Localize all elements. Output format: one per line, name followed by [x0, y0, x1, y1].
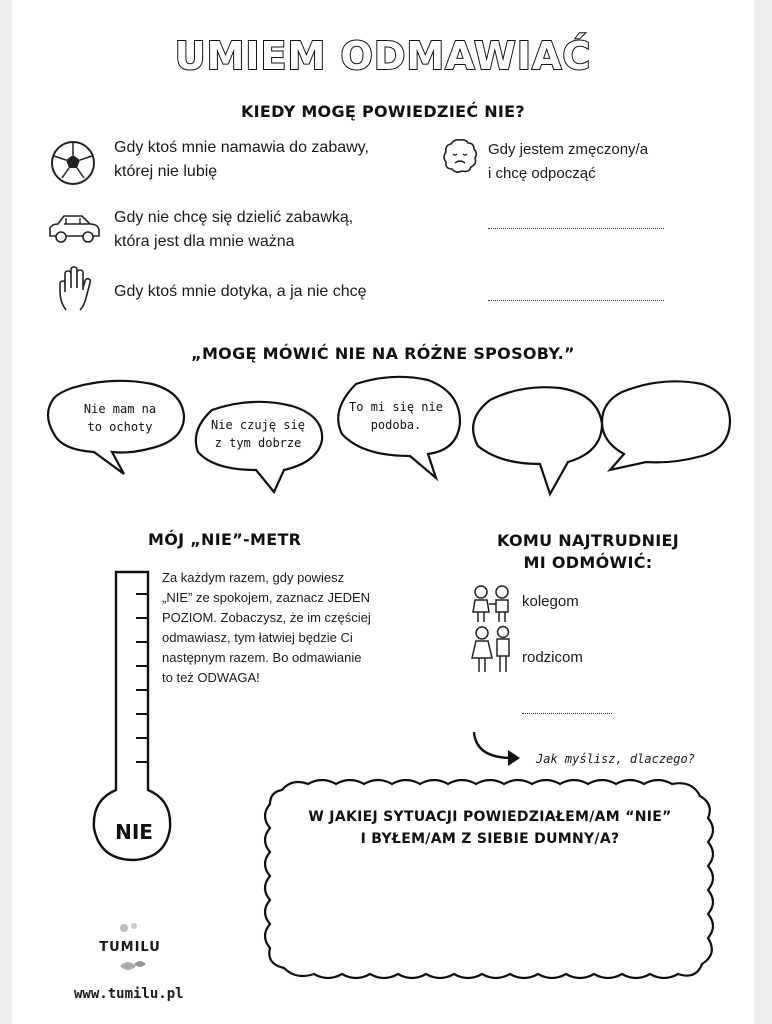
reason-line: Gdy nie chcę się dzielić zabawką,: [114, 209, 354, 226]
instruction-line: odmawiasz, tym łatwiej będzie Ci: [162, 630, 353, 645]
instruction-line: następnym razem. Bo odmawianie: [162, 650, 362, 665]
section-heading-ways: „MOGĘ MÓWIĆ NIE NA RÓŻNE SPOSOBY.”: [191, 344, 575, 363]
reason-line: Gdy jestem zmęczony/a: [488, 141, 649, 158]
reason-line: której nie lubię: [114, 163, 218, 180]
worksheet-page: [12, 0, 754, 1024]
footer-url[interactable]: www.tumilu.pl: [74, 986, 184, 1002]
reason-item-4: Gdy ktoś mnie dotyka, a ja nie chcę: [114, 283, 367, 300]
blank-line[interactable]: [488, 300, 664, 301]
meter-heading: MÓJ „NIE”-METR: [148, 530, 302, 549]
bubble-line: To mi się nie: [349, 400, 443, 414]
brand-name: TUMILU: [99, 940, 161, 955]
curved-arrow-icon: [468, 728, 532, 768]
meter-instructions: [162, 568, 422, 688]
instruction-line: „NIE” ze spokojem, zaznacz JEDEN: [162, 590, 371, 605]
section-heading-when: KIEDY MOGĘ POWIEDZIEĆ NIE?: [240, 102, 525, 121]
blank-line[interactable]: [522, 713, 612, 714]
reason-item-3: [114, 206, 353, 254]
reason-item-1: [114, 136, 369, 184]
situation-line: W JAKIEJ SYTUACJI POWIEDZIAŁEM/AM “NIE”: [308, 809, 672, 825]
parents-icon: [470, 626, 516, 674]
hardest-heading-line: KOMU NAJTRUDNIEJ: [496, 531, 680, 550]
hand-icon: [56, 266, 94, 312]
meter-bulb-label: NIE: [115, 820, 153, 844]
toy-car-icon: [46, 212, 102, 246]
bubble-text-2: [200, 416, 316, 452]
reason-item-2: [488, 138, 648, 186]
blank-line[interactable]: [488, 228, 664, 229]
kids-icon: [468, 584, 516, 624]
bubble-line: Nie mam na: [83, 402, 157, 416]
bubble-line: Nie czuję się: [211, 418, 305, 432]
bubble-line: podoba.: [370, 418, 422, 432]
situation-question: [272, 806, 708, 850]
hardest-heading-line: MI ODMÓWIĆ:: [523, 553, 653, 572]
page-title: UMIEM ODMAWIAĆ: [174, 34, 592, 78]
hardest-item-kolegom: kolegom: [522, 593, 579, 610]
situation-line: I BYŁEM/AM Z SIEBIE DUMNY/A?: [360, 831, 620, 847]
instruction-line: POZIOM. Zobaczysz, że im częściej: [162, 610, 371, 625]
bubble-text-3: [338, 398, 454, 434]
speech-bubble-5: [602, 381, 730, 470]
speech-bubble-4: [473, 387, 602, 494]
reason-line: i chcę odpocząć: [488, 165, 596, 182]
bubble-text-1: [62, 400, 178, 436]
hardest-heading: [478, 530, 698, 574]
instruction-line: Za każdym razem, gdy powiesz: [162, 570, 345, 585]
why-question: Jak myślisz, dlaczego?: [536, 752, 695, 766]
bubble-line: z tym dobrze: [214, 436, 302, 450]
reason-line: Gdy ktoś mnie namawia do zabawy,: [114, 139, 369, 156]
instruction-line: to też ODWAGA!: [162, 670, 260, 685]
bubble-line: to ochoty: [87, 420, 153, 434]
tired-face-icon: [442, 138, 478, 174]
ball-icon: [50, 140, 96, 186]
hardest-item-rodzicom: rodzicom: [522, 649, 583, 666]
reason-line: która jest dla mnie ważna: [114, 233, 295, 250]
